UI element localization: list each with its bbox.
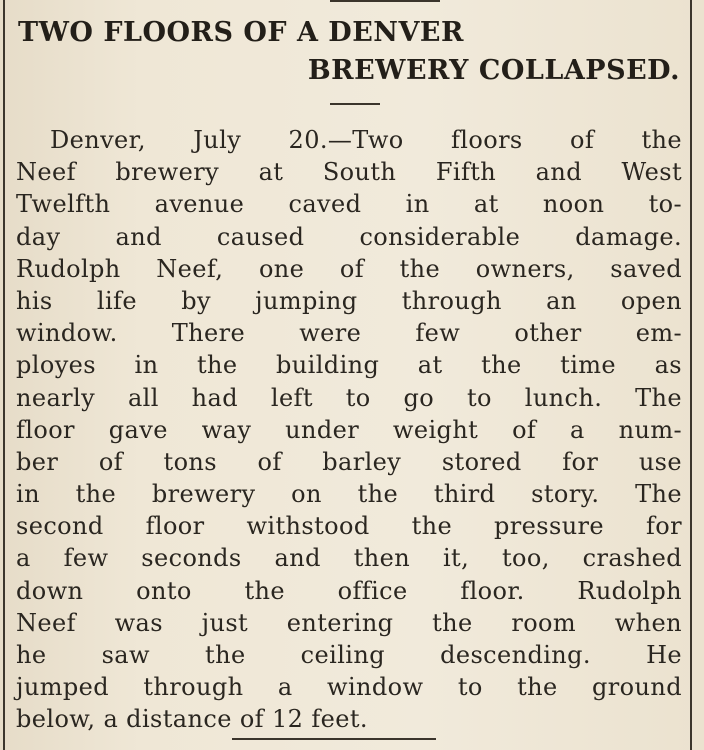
article-line: second floor withstood the pressure for xyxy=(16,512,682,541)
article-line: he saw the ceiling descending. He xyxy=(16,641,682,669)
article-line: window. There were few other em- xyxy=(16,319,682,348)
left-column-rule xyxy=(3,0,5,750)
article-line: below, a distance of 12 feet. xyxy=(16,705,368,734)
article-line: Neef was just entering the room when xyxy=(16,608,682,637)
article-line: jumped through a window to the ground xyxy=(16,673,682,702)
bottom-separator-rule xyxy=(232,738,436,740)
article-line: a few seconds and then it, too, crashed xyxy=(16,544,682,573)
headline-line-2: BREWERY COLLAPSED. xyxy=(307,55,680,86)
top-separator-rule xyxy=(330,0,440,2)
article-line: ployes in the building at the time as xyxy=(16,351,682,380)
headline-separator-rule xyxy=(330,103,380,105)
article-line: Neef brewery at South Fifth and West xyxy=(16,158,682,187)
article-body xyxy=(16,124,682,736)
article-line: Rudolph Neef, one of the owners, saved xyxy=(16,254,682,283)
article-line: day and caused considerable damage. xyxy=(16,222,682,251)
article-line: nearly all had left to go to lunch. The xyxy=(16,383,682,412)
article-line: his life by jumping through an open xyxy=(16,286,682,315)
article-line: Twelfth avenue caved in at noon to- xyxy=(16,190,682,219)
right-column-rule xyxy=(690,0,692,750)
article-line: floor gave way under weight of a num- xyxy=(16,415,682,444)
article-line: ber of tons of barley stored for use xyxy=(16,447,682,476)
article-line: in the brewery on the third story. The xyxy=(16,480,682,509)
headline-line-1: TWO FLOORS OF A DENVER xyxy=(18,17,464,48)
article-line: down onto the office floor. Rudolph xyxy=(16,576,682,605)
article-line: Denver, July 20.—Two floors of the xyxy=(50,126,682,154)
